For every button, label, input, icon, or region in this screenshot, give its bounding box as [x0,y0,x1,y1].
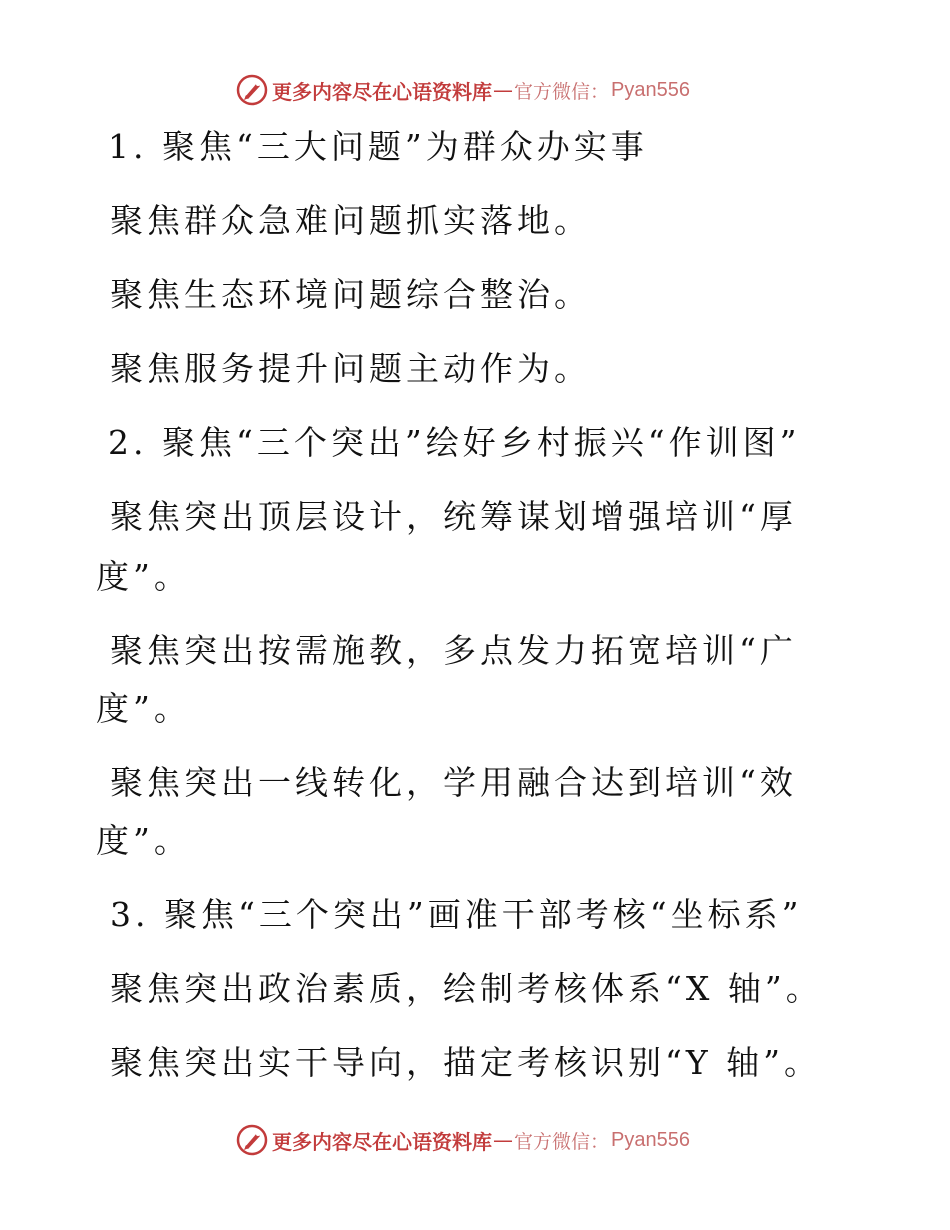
banner-wechat-id: Pyan556 [611,1128,690,1151]
header-banner [236,72,690,108]
paragraph-line: 聚焦生态环境问题综合整治。 [110,275,591,314]
paragraph-line: 聚焦群众急难问题抓实落地。 [110,201,591,240]
heading-3: 3. 聚焦“三个突出”画准干部考核“坐标系” [110,895,803,934]
paragraph-line: 聚焦突出顶层设计，统筹谋划增强培训“厚 [110,497,797,536]
banner-site-text: 更多内容尽在心语资料库 [272,1129,492,1154]
heading-1: 1. 聚焦“三大问题”为群众办实事 [108,127,648,166]
paragraph-line: 聚焦突出政治素质，绘制考核体系“X 轴”。 [110,969,823,1008]
paragraph-line: 聚焦服务提升问题主动作为。 [110,349,591,388]
paragraph-line: 聚焦突出按需施教，多点发力拓宽培训“广 [110,631,797,670]
banner-dash: — [493,1128,513,1152]
banner-wechat-id: Pyan556 [611,78,690,101]
heading-2: 2. 聚焦“三个突出”绘好乡村振兴“作训图” [108,423,801,462]
banner-official-label: 官方微信： [514,1130,610,1153]
paragraph-line-continuation: 度”。 [96,821,191,860]
paragraph-line-continuation: 度”。 [96,557,191,596]
footer-banner [236,1122,690,1158]
banner-site-text: 更多内容尽在心语资料库 [272,79,492,104]
banner-dash: — [493,78,513,102]
paragraph-line: 聚焦突出实干导向，描定考核识别“Y 轴”。 [110,1043,822,1082]
banner-official-label: 官方微信： [514,80,610,103]
quill-logo-icon [236,74,268,106]
paragraph-line-continuation: 度”。 [96,689,191,728]
quill-logo-icon [236,1124,268,1156]
paragraph-line: 聚焦突出一线转化，学用融合达到培训“效 [110,763,797,802]
